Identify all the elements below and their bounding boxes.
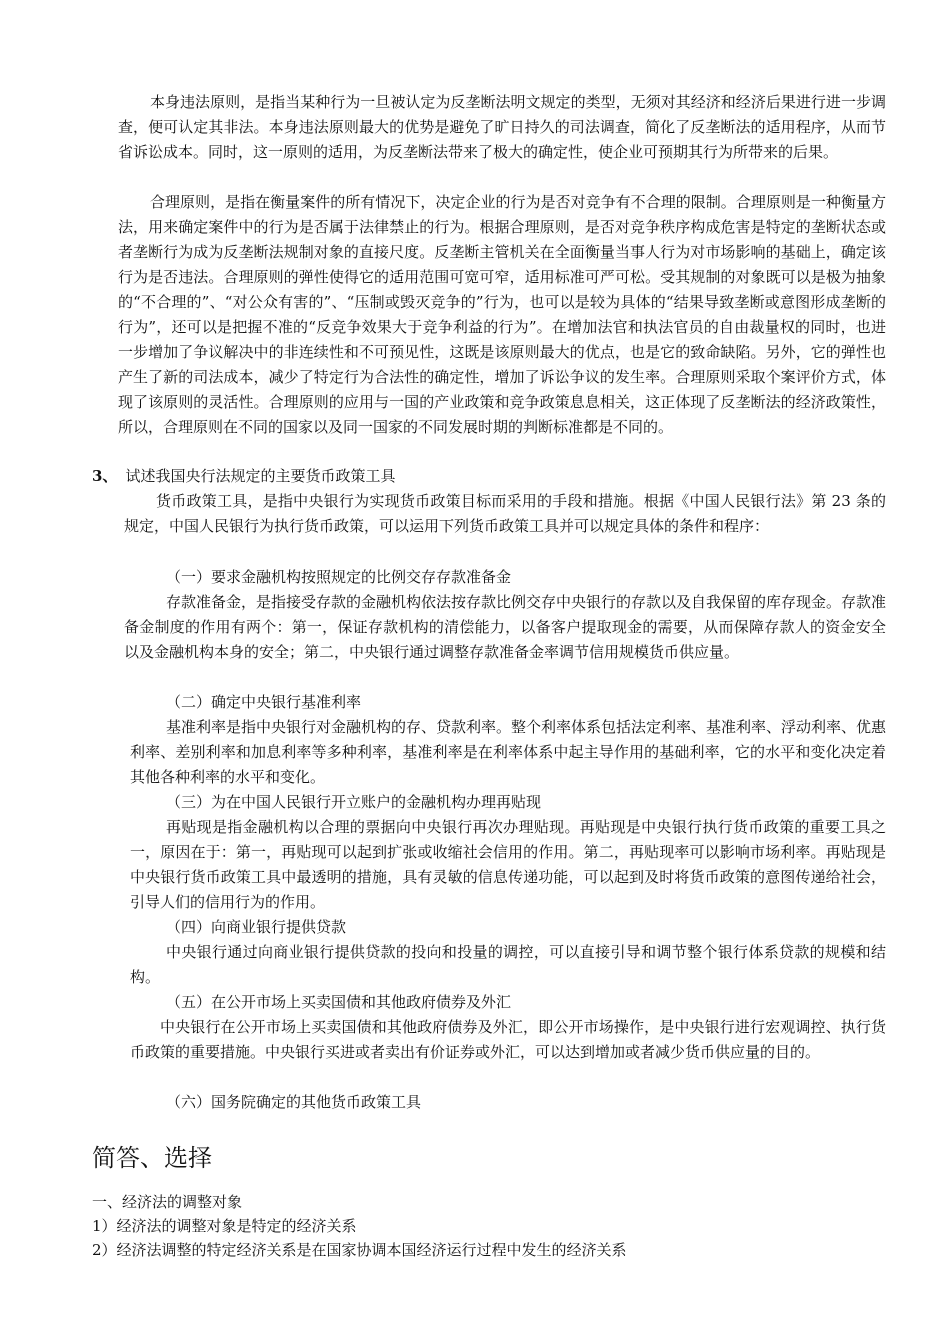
- question-3-intro: 货币政策工具，是指中央银行为实现货币政策目标而采用的手段和措施。根据《中国人民银行法》第 23 条的规定，中国人民银行为执行货币政策，可以运用下列货币政策工具并可以规定具体的条件和程序：: [124, 492, 886, 535]
- section-line-2: 1）经济法的调整对象是特定的经济关系: [92, 1217, 357, 1235]
- tool-heading-other: （六）国务院确定的其他货币政策工具: [166, 1093, 422, 1111]
- tool-heading-loans: （四）向商业银行提供贷款: [166, 918, 347, 936]
- tool-heading-base-rate: （二）确定中央银行基准利率: [166, 693, 362, 711]
- tool-body-open-market: 中央银行在公开市场上买卖国债和其他政府债券及外汇，即公开市场操作，是中央银行进行宏观调控、执行货币政策的重要措施。中央银行买进或者卖出有价证券或外汇，可以达到增加或者减少货币供应量的目的。: [130, 1018, 886, 1061]
- section-title: 简答、选择: [92, 1144, 212, 1172]
- section-line-1: 一、经济法的调整对象: [92, 1193, 243, 1211]
- tool-heading-reserve: （一）要求金融机构按照规定的比例交存存款准备金: [166, 568, 512, 586]
- question-number: 3、: [92, 467, 118, 485]
- tool-body-reserve: 存款准备金，是指接受存款的金融机构依法按存款比例交存中央银行的存款以及自我保留的库存现金。存款准备金制度的作用有两个：第一，保证存款机构的清偿能力，以备客户提取现金的需要，从而保障存款人的资金安全以及金融机构本身的安全；第二，中央银行通过调整存款准备金率调节信用规模货币供应量。: [124, 593, 887, 661]
- section-line-3: 2）经济法调整的特定经济关系是在国家协调本国经济运行过程中发生的经济关系: [92, 1241, 627, 1259]
- paragraph-per-se-illegality: 本身违法原则，是指当某种行为一旦被认定为反垄断法明文规定的类型，无须对其经济和经济后果进行进一步调查，便可认定其非法。本身违法原则最大的优势是避免了旷日持久的司法调查，简化了反垄断法的适用程序，从而节省诉讼成本。同时，这一原则的适用，为反垄断法带来了极大的确定性，使企业可预期其行为所带来的后果。: [118, 93, 886, 161]
- tool-body-base-rate: 基准利率是指中央银行对金融机构的存、贷款利率。整个利率体系包括法定利率、基准利率、浮动利率、优惠利率、差别利率和加息利率等多种利率，基准利率是在利率体系中起主导作用的基础利率，它的水平和变化决定着其他各种利率的水平和变化。: [130, 718, 887, 786]
- question-3-heading: [92, 464, 892, 489]
- tool-heading-open-market: （五）在公开市场上买卖国债和其他政府债券及外汇: [166, 993, 512, 1011]
- tool-body-rediscount: 再贴现是指金融机构以合理的票据向中央银行再次办理贴现。再贴现是中央银行执行货币政策的重要工具之一，原因在于：第一，再贴现可以起到扩张或收缩社会信用的作用。第二，再贴现率可以影响市场利率。再贴现是中央银行货币政策工具中最透明的措施，具有灵敏的信息传递功能，可以起到及时将货币政策的意图传递给社会，引导人们的信用行为的作用。: [130, 818, 886, 911]
- question-title: 试述我国央行法规定的主要货币政策工具: [125, 467, 396, 485]
- tool-body-loans: 中央银行通过向商业银行提供贷款的投向和投量的调控，可以直接引导和调节整个银行体系贷款的规模和结构。: [130, 943, 886, 986]
- paragraph-rule-of-reason: 合理原则，是指在衡量案件的所有情况下，决定企业的行为是否对竞争有不合理的限制。合理原则是一种衡量方法，用来确定案件中的行为是否属于法律禁止的行为。根据合理原则，是否对竞争秩序构成危害是特定的垄断状态或者垄断行为成为反垄断法规制对象的直接尺度。反垄断主管机关在全面衡量当事人行为对市场影响的基础上，确定该行为是否违法。合理原则的弹性使得它的适用范围可宽可窄，适用标准可严可松。受其规制的对象既可以是极为抽象的“不合理的”、“对公众有害的”、“压制或毁灭竞争的”行为，也可以是较为具体的“结果导致垄断或意图形成垄断的行为”，还可以是把握不准的“反竞争效果大于竞争利益的行为”。在增加法官和执法官员的自由裁量权的同时，也进一步增加了争议解决中的非连续性和不可预见性，这既是该原则最大的优点，也是它的致命缺陷。另外，它的弹性也产生了新的司法成本，减少了特定行为合法性的确定性，增加了诉讼争议的发生率。合理原则采取个案评价方式，体现了该原则的灵活性。合理原则的应用与一国的产业政策和竞争政策息息相关，这正体现了反垄断法的经济政策性，所以，合理原则在不同的国家以及同一国家的不同发展时期的判断标准都是不同的。: [118, 193, 886, 436]
- tool-heading-rediscount: （三）为在中国人民银行开立账户的金融机构办理再贴现: [166, 793, 542, 811]
